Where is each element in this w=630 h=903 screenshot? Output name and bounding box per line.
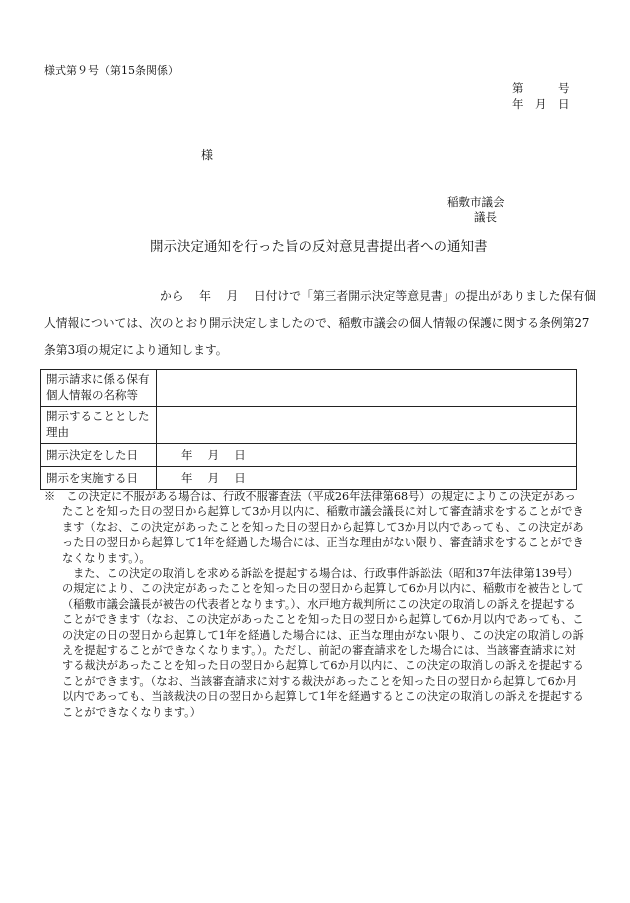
document-number: 第 号 xyxy=(512,81,570,95)
body-line-3: 条第3項の規定により通知します。 xyxy=(44,343,228,357)
row-value-reason xyxy=(157,407,577,444)
note-appeal: ※ この決定に不服がある場合は、行政不服審査法（平成26年法律第68号）の規定によりこの決定があったことを知った日の翌日から起算して3か月以内に、稲敷市議会議長に対して審査請求をすることができます（なお、この決定があったことを知った日の翌日から起算して3か月以内であっても、この決定があった日の翌日から起算して1年を経過した場合には、正当な理由がない限り、審査請求をすることができなくなります。）。 xyxy=(44,490,584,565)
document-title: 開示決定通知を行った旨の反対意見書提出者への通知書 xyxy=(150,239,488,255)
row-label-decision-date: 開示決定をした日 xyxy=(41,444,157,467)
row-value-decision-date: 年 月 日 xyxy=(157,444,577,467)
body-text xyxy=(44,283,596,364)
table-row xyxy=(41,407,577,444)
row-label-info-name: 開示請求に係る保有個人情報の名称等 xyxy=(41,370,157,407)
form-code: 様式第９号（第15条関係） xyxy=(44,64,179,77)
sender-organization: 稲敷市議会 xyxy=(447,195,505,209)
addressee-honorific: 様 xyxy=(201,148,214,162)
notes-section xyxy=(44,489,584,720)
table-row xyxy=(41,370,577,407)
disclosure-info-table xyxy=(40,369,577,490)
row-label-reason: 開示することとした理由 xyxy=(41,407,157,444)
table-row xyxy=(41,444,577,467)
row-label-disclosure-date: 開示を実施する日 xyxy=(41,467,157,490)
body-line-2: 人情報については、次のとおり開示決定しましたので、稲敷市議会の個人情報の保護に関する条例第27 xyxy=(44,316,590,330)
note-lawsuit: また、この決定の取消しを求める訴訟を提起する場合は、行政事件訴訟法（昭和37年法律第139号）の規定により、この決定があったことを知った日の翌日から起算して6か月以内に、稲敷市を被告として（稲敷市議会議長が被告の代表者となります。）、水戸地方裁判所にこの決定の取消しの訴えを提起することができます（なお、この決定があったことを知った日の翌日から起算して6か月以内であっても、この決定の日の翌日から起算して1年を経過した場合には、正当な理由がない限り、この決定の取消しの訴えを提起することができなくなります。）。ただし、前記の審査請求をした場合には、当該審査請求に対する裁決があったことを知った日の翌日から起算して6か月以内に、この決定の取消しの訴えを提起することができます。（なお、当該審査請求に対する裁決があったことを知った日の翌日から起算して6か月以内であっても、当該裁決の日の翌日から起算して1年を経過するとこの決定の取消しの訴えを提起することができなくなります。） xyxy=(62,567,584,719)
row-value-info-name xyxy=(157,370,577,407)
row-value-disclosure-date: 年 月 日 xyxy=(157,467,577,490)
sender-title: 議長 xyxy=(474,210,497,224)
table-row xyxy=(41,467,577,490)
body-line-1: から 年 月 日付けで「第三者開示決定等意見書」の提出がありました保有個 xyxy=(160,289,596,303)
document-date: 年 月 日 xyxy=(512,97,570,111)
